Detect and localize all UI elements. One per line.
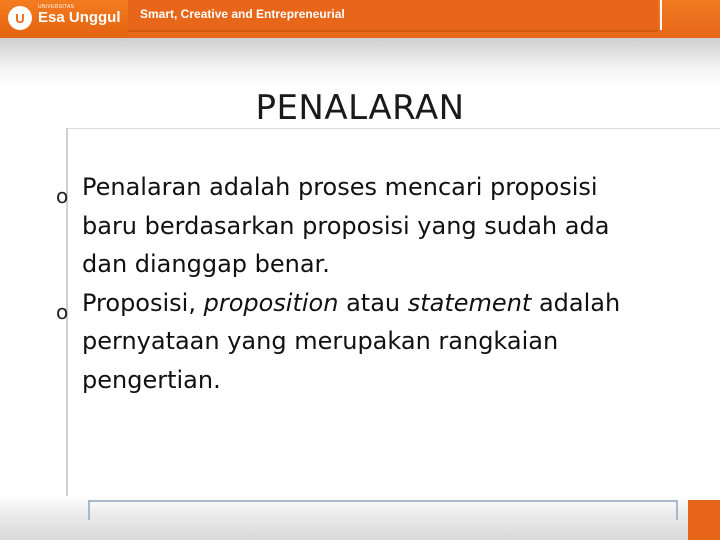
term-proposition: proposition xyxy=(203,288,339,317)
logo-name: Esa Unggul xyxy=(38,9,121,26)
bullet-list xyxy=(56,168,656,399)
bullet-text-end: adalah pernyataan yang merupakan rangkaian pengertian. xyxy=(82,288,621,394)
logo-small-text: UNIVERSITAS xyxy=(38,4,75,10)
list-item xyxy=(56,168,656,284)
footer-accent xyxy=(688,500,720,540)
tagline: Smart, Creative and Entrepreneurial xyxy=(140,7,345,21)
logo-emblem-icon: U xyxy=(8,6,32,30)
circle-bullet-icon: o xyxy=(56,184,69,208)
footer-frame xyxy=(88,500,678,520)
bullet-text-start: Proposisi, xyxy=(82,288,204,317)
bullet-text-middle: atau xyxy=(338,288,408,317)
bullet-text: Penalaran adalah proses mencari proposisi baru berdasarkan proposisi yang sudah ada dan dianggap benar. xyxy=(82,173,610,278)
header-frame xyxy=(660,0,720,30)
circle-bullet-icon: o xyxy=(56,299,69,324)
decorative-band xyxy=(0,38,720,88)
slide-title: PENALARAN xyxy=(255,88,465,128)
list-item xyxy=(56,284,656,400)
logo xyxy=(0,0,128,38)
term-statement: statement xyxy=(407,288,532,317)
frame-line-top xyxy=(66,128,720,129)
